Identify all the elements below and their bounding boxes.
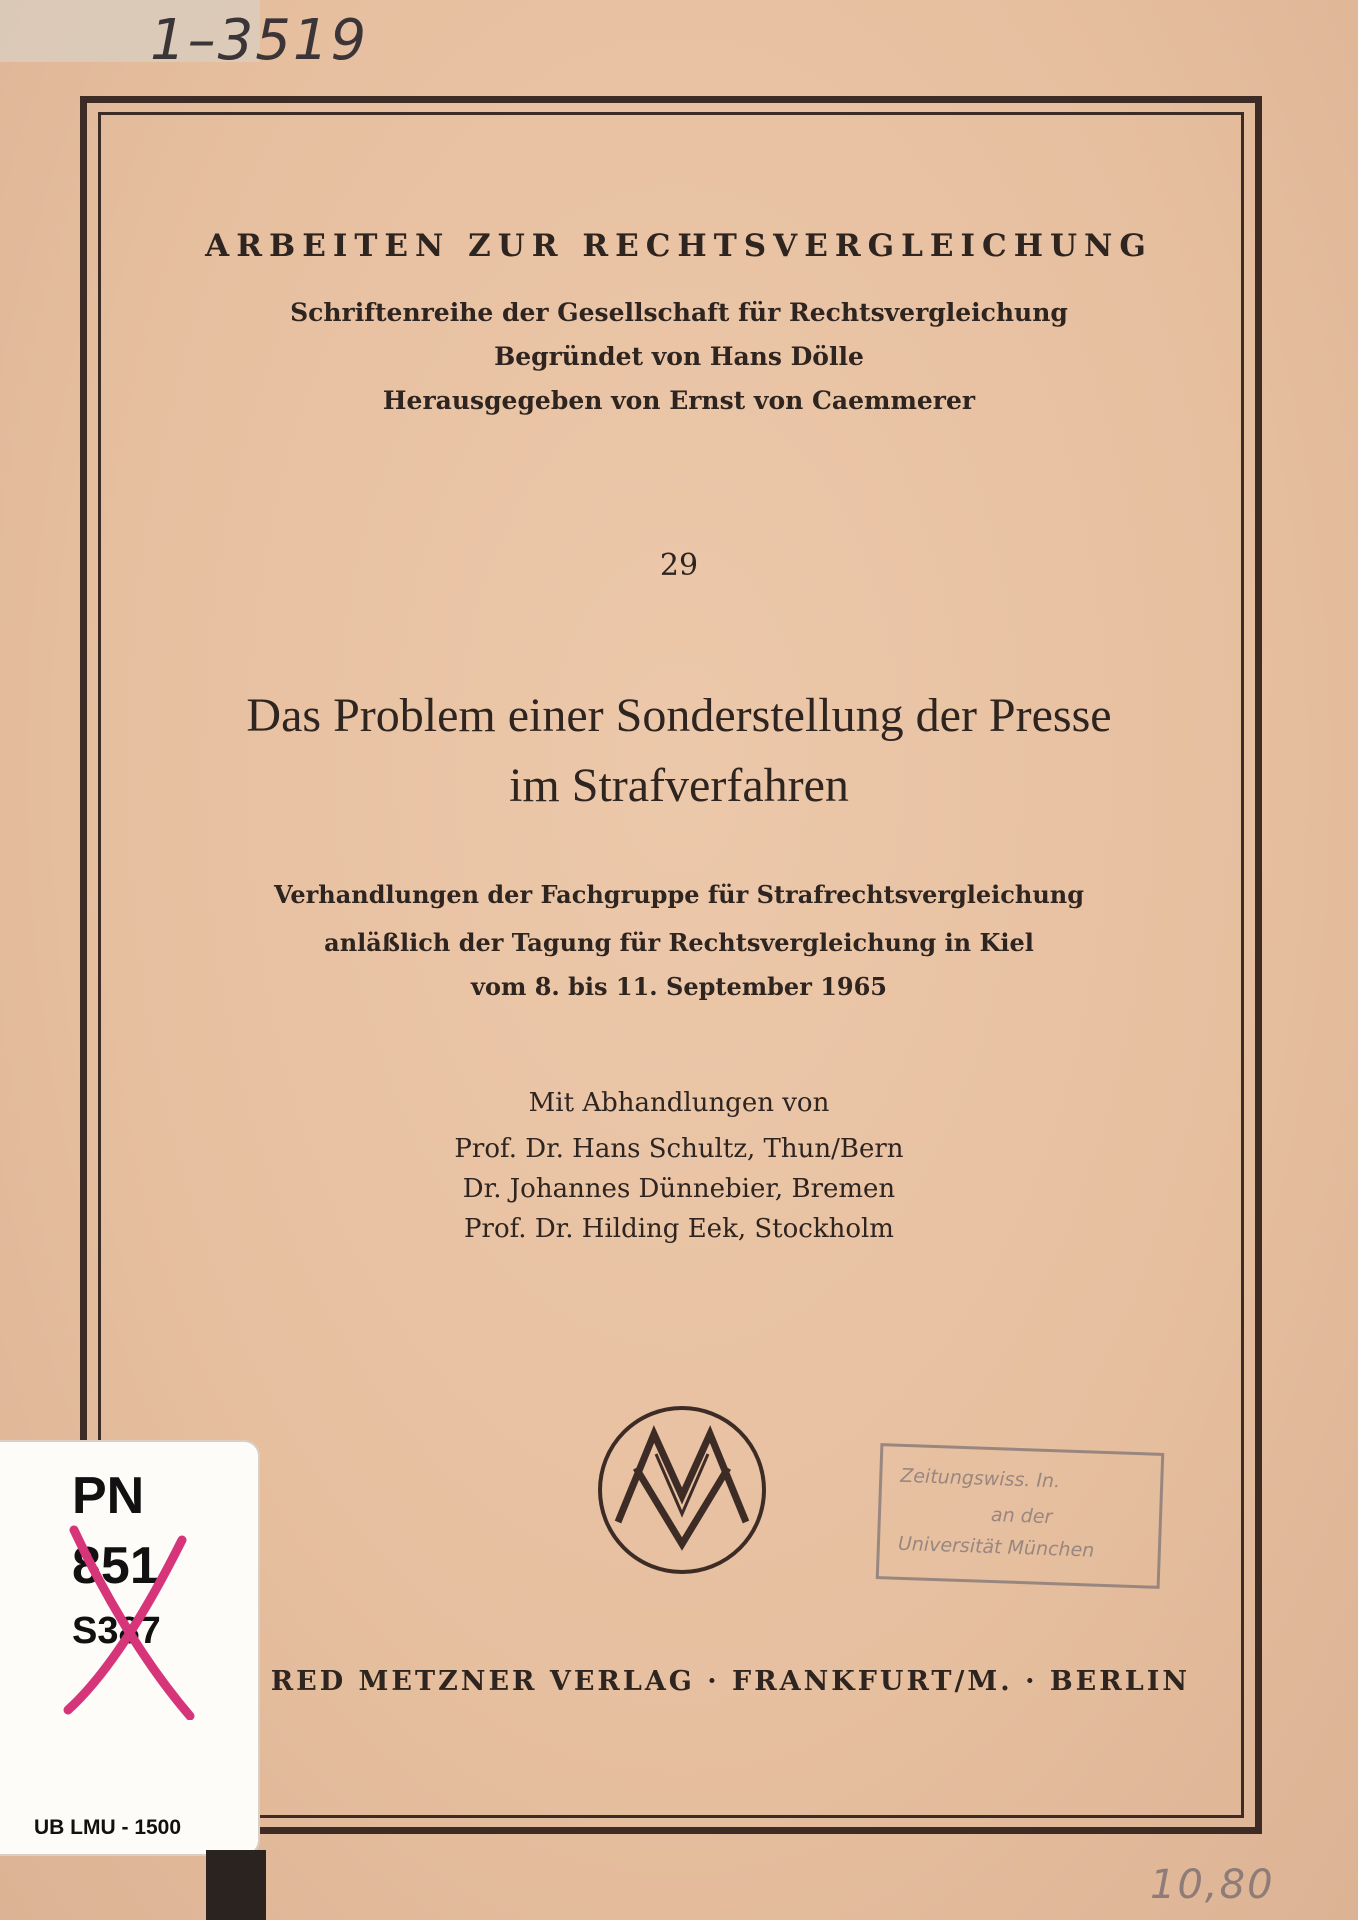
handwritten-top-note: 1–3519	[150, 8, 369, 73]
stamp-line-1: Zeitungswiss. In.	[899, 1464, 1061, 1493]
proceedings-line-3: vom 8. bis 11. September 1965	[471, 972, 887, 1001]
stamp-line-2: an der	[990, 1503, 1053, 1529]
series-title: ARBEITEN ZUR RECHTSVERGLEICHUNG	[205, 228, 1153, 264]
publisher-logo	[596, 1404, 768, 1576]
series-subtitle: Schriftenreihe der Gesellschaft für Rechtsvergleichung	[290, 298, 1068, 327]
publisher-line: RED METZNER VERLAG · FRANKFURT/M. · BERLIN	[270, 1666, 1190, 1697]
call-number-line-1: PN	[72, 1467, 145, 1525]
contributors-heading: Mit Abhandlungen von	[528, 1088, 830, 1118]
book-title-line-2: im Strafverfahren	[509, 759, 849, 812]
proceedings-line-2: anläßlich der Tagung für Rechtsvergleichung in Kiel	[324, 928, 1034, 957]
contributor-2: Dr. Johannes Dünnebier, Bremen	[462, 1174, 896, 1204]
contributor-3: Prof. Dr. Hilding Eek, Stockholm	[464, 1214, 894, 1244]
library-id: UB LMU - 1500	[34, 1816, 182, 1839]
contributor-1: Prof. Dr. Hans Schultz, Thun/Bern	[454, 1134, 904, 1164]
library-stamp	[876, 1443, 1165, 1589]
handwritten-price: 10,80	[1150, 1862, 1275, 1908]
call-number-line-2: 851	[72, 1537, 159, 1595]
series-editor: Herausgegeben von Ernst von Caemmerer	[382, 386, 976, 415]
proceedings-line-1: Verhandlungen der Fachgruppe für Strafrechtsvergleichung	[273, 880, 1085, 909]
book-title-line-1: Das Problem einer Sonderstellung der Presse	[246, 689, 1112, 742]
stamp-line-3: Universität München	[897, 1532, 1095, 1562]
volume-number: 29	[659, 548, 699, 583]
cross-out-mark-icon	[62, 1520, 202, 1720]
call-number-line-3: S387	[72, 1610, 161, 1652]
series-founder: Begründet von Hans Dölle	[494, 342, 864, 371]
shelf-edge	[206, 1850, 266, 1920]
